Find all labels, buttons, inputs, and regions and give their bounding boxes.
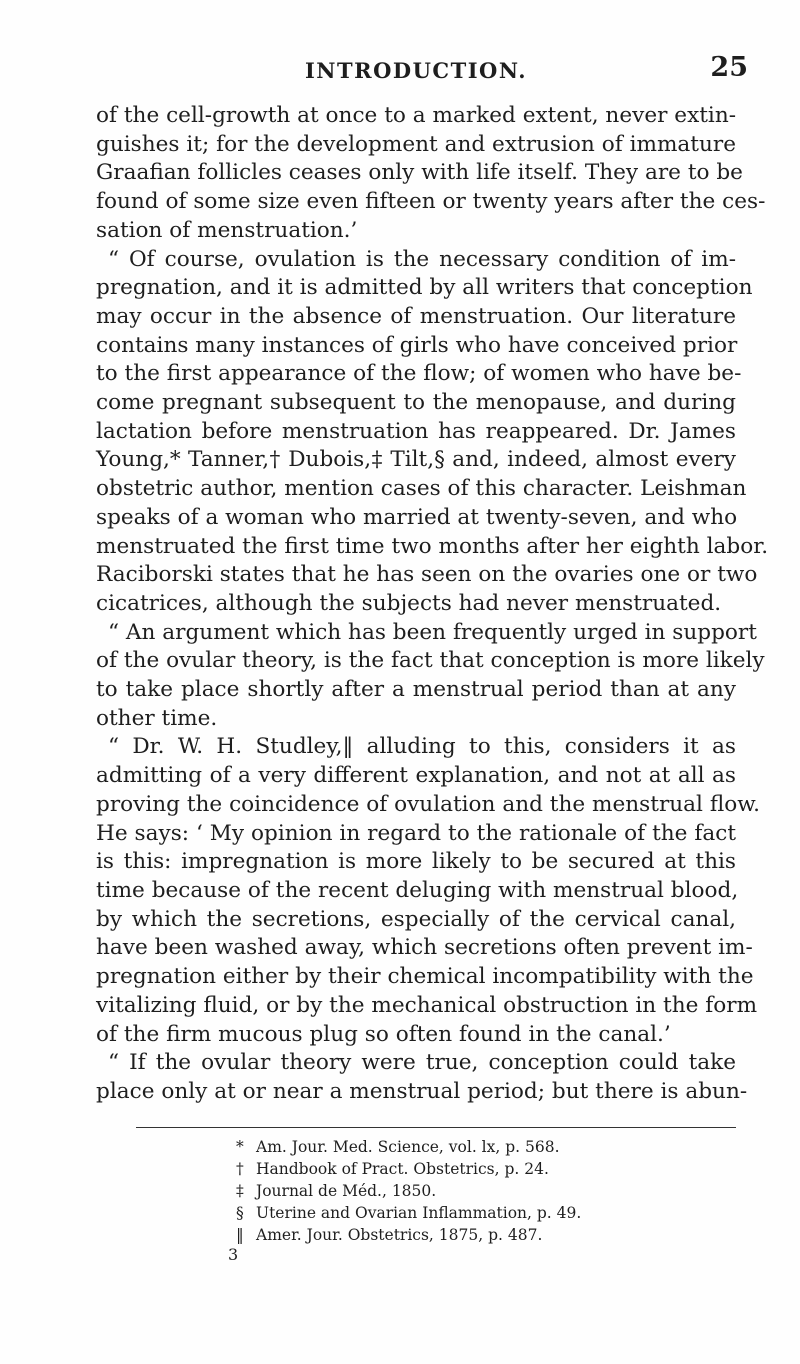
text-line: cicatrices, although the subjects had never menstruated.	[96, 590, 722, 616]
footnote-text: Handbook of Pract. Obstetrics, p. 24.	[256, 1160, 549, 1178]
page-number: 25	[710, 52, 748, 83]
text-line: proving the coincidence of ovulation and the menstrual flow.	[96, 791, 761, 817]
footnote-text: Am. Jour. Med. Science, vol. lx, p. 568.	[256, 1138, 560, 1156]
footnote	[236, 1224, 736, 1246]
text-line: of the ovular theory, is the fact that conception is more likely	[96, 648, 765, 674]
text-line: “ An argument which has been frequently urged in support	[108, 619, 757, 645]
text-line: of the firm mucous plug so often found in the canal.’	[96, 1021, 671, 1047]
footnote-mark: §	[236, 1204, 244, 1222]
footnote-mark: *	[236, 1138, 244, 1156]
text-line: place only at or near a menstrual period; but there is abun-	[96, 1078, 748, 1104]
text-line: guishes it; for the development and extrusion of immature	[96, 131, 736, 157]
footnote	[236, 1136, 736, 1158]
text-line: vitalizing fluid, or by the mechanical obstruction in the form	[96, 992, 758, 1018]
text-line: “ Of course, ovulation is the necessary condition of im-	[108, 246, 736, 272]
text-line: “ If the ovular theory were true, conception could take	[108, 1050, 736, 1076]
footnote-rule	[136, 1127, 736, 1128]
body-text	[96, 102, 769, 1107]
signature-mark: 3	[228, 1245, 239, 1264]
text-line: of the cell-growth at once to a marked extent, never extin-	[96, 103, 737, 128]
text-line: speaks of a woman who married at twenty-seven, and who	[96, 504, 738, 530]
text-line: is this: impregnation is more likely to be secured at this	[96, 849, 736, 875]
footnote-mark: ‡	[236, 1182, 244, 1200]
text-line: Raciborski states that he has seen on the ovaries one or two	[96, 562, 758, 588]
footnote	[236, 1202, 736, 1224]
footnote	[236, 1180, 736, 1202]
footnote-mark: †	[236, 1160, 244, 1178]
text-line: other time.	[96, 705, 218, 731]
text-line: admitting of a very different explanation, and not at all as	[96, 763, 736, 789]
text-line: “ Dr. W. H. Studley,‖ alluding to this, considers it as	[108, 734, 736, 760]
text-line: found of some size even fifteen or twenty years after the ces-	[96, 189, 766, 215]
text-line: Graafian follicles ceases only with life itself. They are to be	[96, 160, 743, 186]
footnote	[236, 1158, 736, 1180]
chapter-title: INTRODUCTION.	[304, 58, 528, 83]
text-line: obstetric author, mention cases of this character. Leishman	[96, 476, 747, 502]
text-line: Young,* Tanner,† Dubois,‡ Tilt,§ and, indeed, almost every	[96, 447, 736, 473]
text-line: may occur in the absence of menstruation. Our literature	[96, 303, 736, 329]
text-line: lactation before menstruation has reappeared. Dr. James	[96, 418, 736, 444]
footnotes	[236, 1136, 736, 1246]
text-line: come pregnant subsequent to the menopause, and during	[96, 390, 736, 416]
text-line: have been washed away, which secretions often prevent im-	[96, 935, 753, 961]
text-line: pregnation, and it is admitted by all writers that conception	[96, 275, 753, 301]
text-line: to the first appearance of the flow; of women who have be-	[96, 361, 742, 387]
text-line: He says: ‘ My opinion in regard to the rationale of the fact	[96, 820, 736, 846]
running-head	[96, 52, 748, 98]
text-line: menstruated the first time two months after her eighth labor.	[96, 533, 769, 559]
text-line: contains many instances of girls who have conceived prior	[96, 332, 738, 358]
text-line: sation of menstruation.’	[96, 217, 358, 243]
text-line: time because of the recent deluging with menstrual blood,	[96, 877, 739, 903]
footnote-text: Journal de Méd., 1850.	[256, 1182, 437, 1200]
text-line: pregnation either by their chemical incompatibility with the	[96, 964, 754, 990]
text-line: by which the secretions, especially of the cervical canal,	[96, 906, 736, 932]
footnote-text: Amer. Jour. Obstetrics, 1875, p. 487.	[256, 1226, 543, 1244]
text-line: to take place shortly after a menstrual period than at any	[96, 677, 736, 703]
footnote-text: Uterine and Ovarian Inflammation, p. 49.	[256, 1204, 582, 1222]
footnote-mark: ‖	[236, 1226, 244, 1244]
